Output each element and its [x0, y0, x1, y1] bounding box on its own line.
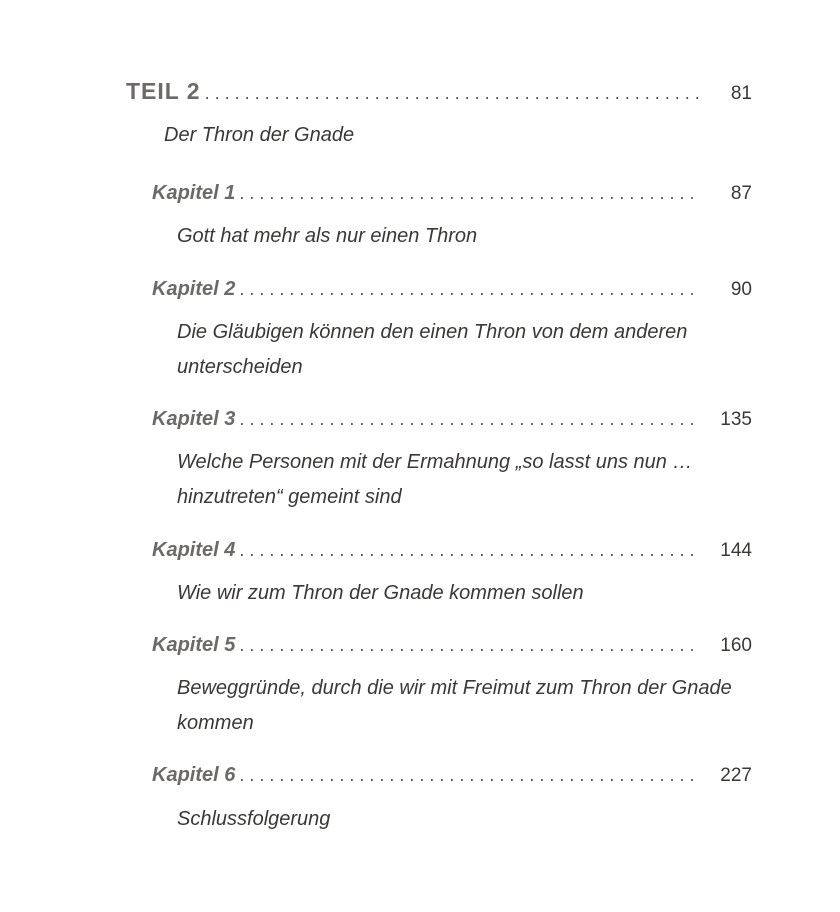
dot-leader — [239, 279, 700, 300]
dot-leader — [205, 83, 700, 104]
dot-leader — [239, 409, 700, 430]
page-number: 227 — [720, 765, 752, 786]
chapter-title: Kapitel 5 — [152, 634, 236, 656]
dot-leader — [239, 635, 700, 656]
chapter-title: Kapitel 4 — [152, 539, 236, 561]
dot-leader — [239, 540, 700, 561]
part-title: TEIL 2 — [126, 78, 201, 104]
chapter-subtitle — [177, 315, 757, 385]
chapter-subtitle-line: unterscheiden — [177, 356, 303, 378]
page-number: 87 — [730, 183, 752, 204]
chapter-subtitle-line: Beweggründe, durch die wir mit Freimut zum Thron der Gnade — [177, 677, 732, 699]
chapter-title: Kapitel 1 — [152, 182, 236, 204]
toc-chapter-entry[interactable] — [152, 182, 752, 205]
toc-part-entry[interactable] — [126, 78, 752, 105]
chapter-subtitle-line: Gott hat mehr als nur einen Thron — [177, 225, 478, 247]
part-subtitle: Der Thron der Gnade — [164, 124, 355, 146]
toc-chapter-entry[interactable] — [152, 634, 752, 657]
chapter-subtitle — [177, 576, 757, 611]
chapter-title: Kapitel 3 — [152, 408, 236, 430]
chapter-title: Kapitel 2 — [152, 278, 236, 300]
chapter-subtitle — [177, 671, 757, 741]
page-number: 135 — [720, 409, 752, 430]
toc-chapter-entry[interactable] — [152, 539, 752, 562]
toc-chapter-entry[interactable] — [152, 408, 752, 431]
dot-leader — [239, 765, 700, 786]
chapter-subtitle-line: hinzutreten“ gemeint sind — [177, 486, 402, 508]
chapter-subtitle — [177, 802, 757, 837]
page-number: 144 — [720, 540, 752, 561]
page-number: 90 — [730, 279, 752, 300]
chapter-subtitle — [177, 445, 757, 515]
chapter-subtitle-line: Welche Personen mit der Ermahnung „so lasst uns nun … — [177, 451, 693, 473]
chapter-subtitle-line: Schlussfolgerung — [177, 808, 331, 830]
chapter-title: Kapitel 6 — [152, 764, 236, 786]
chapter-subtitle — [177, 219, 757, 254]
dot-leader — [239, 183, 700, 204]
page-number: 81 — [730, 83, 752, 104]
toc-chapter-entry[interactable] — [152, 278, 752, 301]
chapter-subtitle-line: Wie wir zum Thron der Gnade kommen sollen — [177, 582, 584, 604]
chapter-subtitle-line: Die Gläubigen können den einen Thron von dem anderen — [177, 321, 688, 343]
page-number: 160 — [720, 635, 752, 656]
toc-chapter-entry[interactable] — [152, 764, 752, 787]
chapter-subtitle-line: kommen — [177, 712, 254, 734]
